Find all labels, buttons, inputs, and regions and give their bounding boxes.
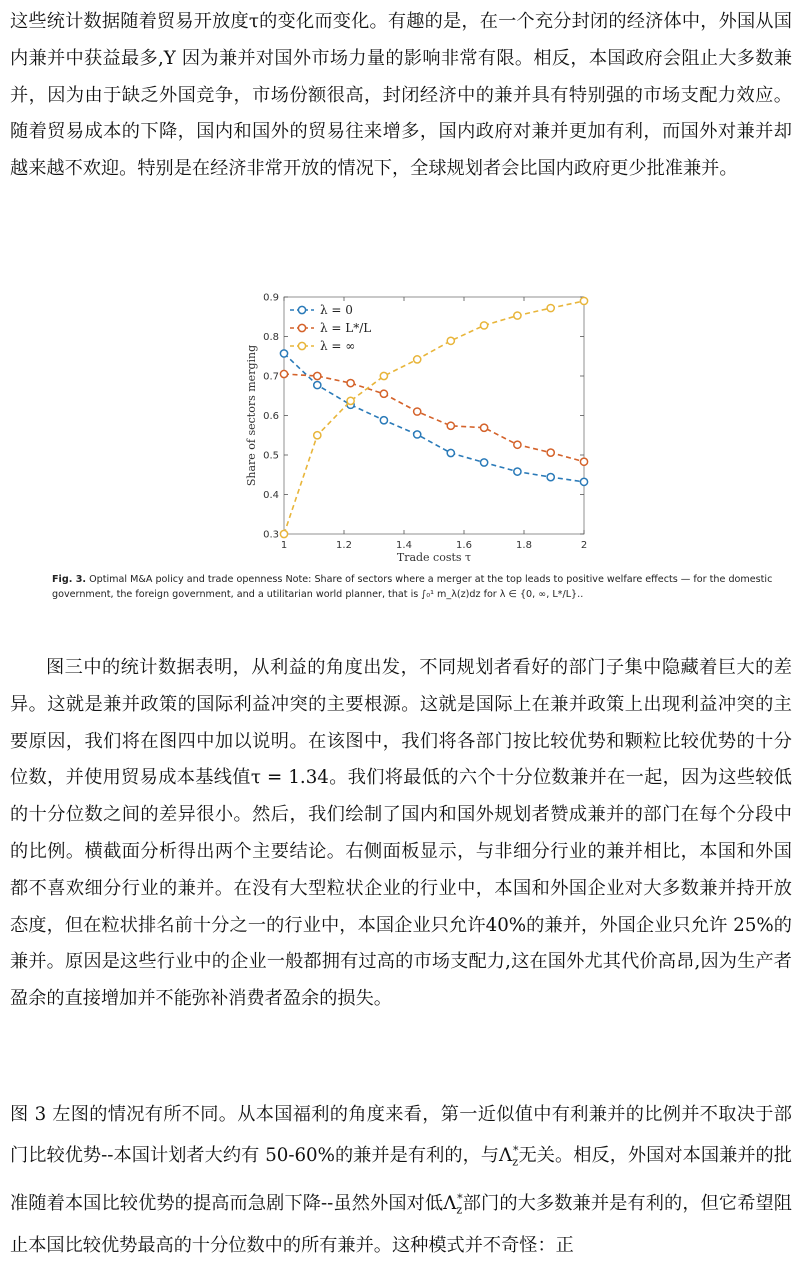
data-point bbox=[314, 432, 321, 439]
data-point bbox=[481, 322, 488, 329]
data-point bbox=[347, 380, 354, 387]
data-point bbox=[447, 422, 454, 429]
paragraph-2: 图三中的统计数据表明，从利益的角度出发，不同规划者看好的部门子集中隐藏着巨大的差异。这就是兼并政策的国际利益冲突的主要根源。这就是国际上在兼并政策上出现利益冲突的主要原因，我们将在图四中加以说明。在该图中，我们将各部门按比较优势和颗粒比较优势的十分位数，并使用贸易成本基线值τ = 1.34。我们将最低的六个十分位数兼并在一起，因为这些较低的十分位数之间的差异很小。然后，我们绘制了国内和国外规划者赞成兼并的部门在每个分段中的比例。横截面分析得出两个主要结论。右侧面板显示，与非细分行业的兼并相比，本国和外国都不喜欢细分行业的兼并。在没有大型粒状企业的行业中，本国和外国企业对大多数兼并持开放态度，但在粒状排名前十分之一的行业中，本国企业只允许40%的兼并，外国企业只允许 25%的兼并。原因是这些行业中的企业一般都拥有过高的市场支配力,这在国外尤其代价高昂,因为生产者盈余的直接增加并不能弥补消费者盈余的损失。 bbox=[10, 657, 792, 1010]
data-point bbox=[481, 459, 488, 466]
x-tick-label: 1.2 bbox=[336, 540, 352, 551]
data-point bbox=[347, 397, 354, 404]
y-tick-label: 0.7 bbox=[263, 371, 279, 383]
data-point bbox=[380, 390, 387, 397]
data-point bbox=[380, 417, 387, 424]
lambda-symbol-2: $\Lambda_z^*$ bbox=[443, 1191, 463, 1217]
data-point bbox=[447, 337, 454, 344]
legend-entry-1: λ = L*/L bbox=[320, 321, 372, 335]
legend-entry-0: λ = 0 bbox=[320, 303, 353, 317]
data-point bbox=[514, 312, 521, 319]
caption-text: Optimal M&A policy and trade openness Note: Share of sectors where a merger at the top leads to positive welfare effects — for the domestic government, the foreign government, and a utilitarian world planner, that is ∫₀¹ m_λ(z)dz for λ ∈ {0, ∞, L*/L}.. bbox=[52, 574, 773, 600]
data-point bbox=[547, 474, 554, 481]
paragraph-3-part-b: 无关。相反，外国对本国兼并的批准随着本国比较优势的提高而急剧下降--虽然外国对低 bbox=[10, 1145, 792, 1214]
y-tick-label: 0.8 bbox=[263, 332, 279, 343]
data-point bbox=[314, 381, 321, 388]
caption-label: Fig. 3. bbox=[52, 574, 87, 585]
legend-marker-1 bbox=[298, 324, 305, 331]
data-point bbox=[447, 449, 454, 456]
data-point bbox=[280, 350, 287, 357]
y-tick-label: 0.6 bbox=[263, 411, 279, 422]
data-point bbox=[414, 356, 421, 363]
data-point bbox=[380, 372, 387, 379]
legend-marker-2 bbox=[298, 342, 305, 349]
x-tick-label: 1.8 bbox=[516, 540, 532, 551]
data-point bbox=[414, 408, 421, 415]
data-point bbox=[514, 441, 521, 448]
legend-marker-0 bbox=[298, 306, 305, 313]
x-tick-label: 2 bbox=[580, 540, 588, 551]
data-point bbox=[547, 304, 554, 311]
y-tick-label: 0.5 bbox=[263, 450, 279, 462]
paragraph-3 bbox=[10, 1097, 792, 1264]
data-point bbox=[580, 297, 587, 304]
x-tick-label: 1.6 bbox=[456, 540, 472, 551]
data-point bbox=[547, 449, 554, 456]
data-point bbox=[481, 424, 488, 431]
data-point bbox=[414, 431, 421, 438]
y-tick-label: 0.4 bbox=[263, 490, 279, 501]
paragraph-1: 这些统计数据随着贸易开放度τ的变化而变化。有趣的是，在一个充分封闭的经济体中，外国从国内兼并中获益最多,Y 因为兼并对国外市场力量的影响非常有限。相反，本国政府会阻止大多数兼并，因为由于缺乏外国竞争，市场份额很高，封闭经济中的兼并具有特别强的市场支配力效应。随着贸易成本的下降，国内和国外的贸易往来增多，国内政府对兼并更加有利，而国外对兼并却越来越不欢迎。特别是在经济非常开放的情况下，全球规划者会比国内政府更少批准兼并。 bbox=[10, 11, 792, 180]
data-point bbox=[280, 370, 287, 377]
paragraph-3-part-c: 部门的大多数兼并是有利的，但它希望阻止本国比较优势最高的十分位数中的所有兼并。这种模式并不奇怪：正 bbox=[10, 1192, 792, 1257]
lambda-symbol: $\Lambda_z^*$ bbox=[499, 1144, 519, 1169]
figure-3-chart bbox=[240, 287, 600, 565]
paragraph-3-part-a: 图 3 左图的情况有所不同。从本国福利的角度来看，第一近似值中有利兼并的比例并不取决于部门比较优势--本国计划者大约有 50-60%的兼并是有利的，与 bbox=[10, 1104, 792, 1167]
data-point bbox=[514, 468, 521, 475]
data-point bbox=[280, 530, 287, 537]
data-point bbox=[314, 372, 321, 379]
data-point bbox=[580, 458, 587, 465]
y-tick-label: 0.9 bbox=[263, 292, 279, 304]
y-tick-label: 0.3 bbox=[263, 529, 279, 541]
chart-svg bbox=[240, 287, 600, 565]
x-tick-label: 1 bbox=[280, 540, 288, 551]
figure-caption bbox=[52, 573, 792, 602]
y-axis-label: Share of sectors merging bbox=[245, 344, 258, 487]
legend-entry-2: λ = ∞ bbox=[320, 339, 356, 353]
x-tick-label: 1.4 bbox=[396, 540, 412, 551]
data-point bbox=[580, 478, 587, 485]
x-axis-label: Trade costs τ bbox=[396, 551, 472, 564]
